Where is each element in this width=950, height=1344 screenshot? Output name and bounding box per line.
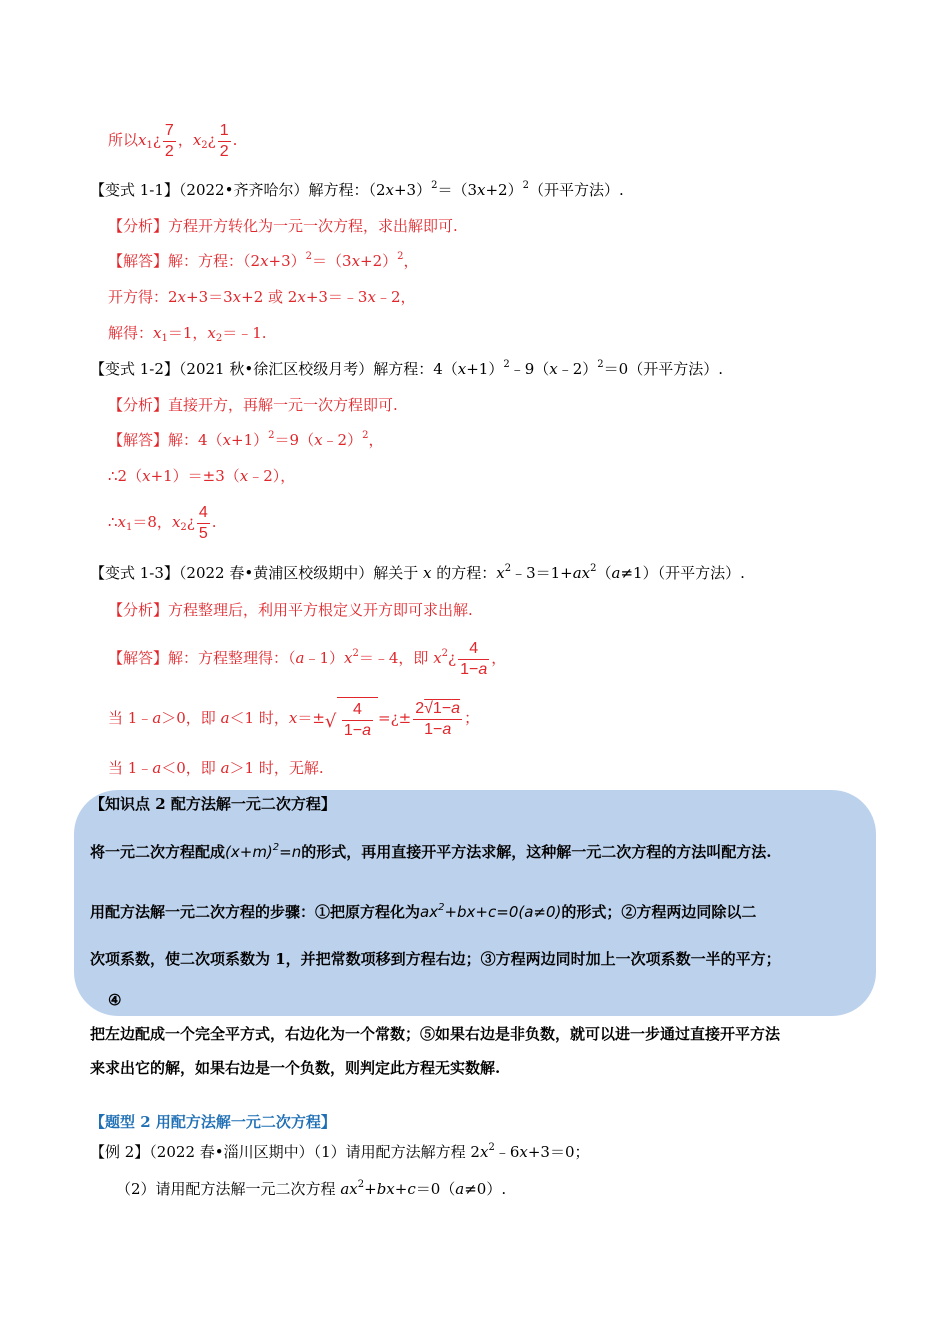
- text: 【例 2】（2022 春•淄川区期中）（1）请用配方法解方程 2: [90, 1143, 480, 1161]
- text: ，: [403, 252, 419, 270]
- var: x: [344, 649, 353, 667]
- denominator: 2: [219, 142, 229, 160]
- text: ≠0）.: [464, 1180, 507, 1198]
- text: +: [394, 1180, 408, 1198]
- var: x: [385, 181, 394, 199]
- var: x: [367, 288, 376, 306]
- denominator: [413, 720, 462, 740]
- var: x: [177, 288, 187, 306]
- text: ＝±: [297, 709, 325, 727]
- text: ，: [368, 431, 384, 449]
- analysis-1-2: [108, 395, 398, 415]
- text: 1−: [424, 720, 443, 738]
- denominator: 2: [164, 142, 174, 160]
- knowledge-point-para-1: [90, 842, 771, 862]
- knowledge-point-para-4: ④: [108, 991, 122, 1009]
- text: 方程整理后，利用平方根定义开方即可求出解.: [168, 601, 473, 619]
- example-2-part-1: [90, 1142, 589, 1162]
- text: 2: [415, 699, 425, 717]
- fraction: [218, 121, 231, 162]
- var: a: [362, 722, 372, 739]
- text: ﹣2，: [375, 288, 416, 306]
- text: ax: [420, 903, 439, 921]
- superscript: 2: [488, 1142, 495, 1153]
- text: ＞0，即: [161, 709, 221, 727]
- var: x: [138, 131, 147, 149]
- var: x: [479, 1143, 489, 1161]
- superscript: 2: [504, 563, 512, 574]
- subscript: 2: [201, 140, 208, 151]
- text: ＝﹣4，即: [358, 649, 434, 667]
- answer-1-2: [108, 430, 383, 450]
- text: +1）: [231, 431, 269, 449]
- text: ﹣3＝1+: [511, 564, 573, 582]
- analysis-tag: 【分析】: [108, 601, 169, 619]
- var: bx: [376, 1180, 395, 1198]
- text: 的形式，再用直接开平方法求解，这种解一元二次方程的方法叫配方法.: [301, 843, 772, 861]
- fraction: [163, 121, 176, 162]
- subscript: 2: [180, 522, 187, 533]
- text: 解：方程：（2: [168, 252, 261, 270]
- numerator: 7: [163, 121, 176, 142]
- text: ＝﹣1.: [222, 324, 267, 342]
- text: ＞1 时，无解.: [229, 759, 324, 777]
- fraction: [458, 639, 489, 680]
- text: 1−: [460, 660, 479, 678]
- text: 解：4（: [168, 431, 223, 449]
- text: 1−: [432, 699, 452, 717]
- var: x: [232, 288, 242, 306]
- var: x: [239, 467, 249, 485]
- text: 用配方法解一元二次方程的步骤：①把原方程化为: [90, 903, 421, 921]
- text: ﹣2），: [248, 467, 296, 485]
- subscript: 1: [146, 140, 153, 151]
- subscript: 1: [161, 333, 168, 344]
- text: ＝（3: [437, 181, 478, 199]
- var: x: [117, 513, 127, 531]
- subscript: 2: [215, 333, 223, 344]
- superscript: 2: [397, 251, 404, 262]
- text: ＜1 时，: [229, 709, 289, 727]
- var: x: [222, 431, 232, 449]
- question-type-2-title: 【题型 2 用配方法解一元二次方程】: [90, 1113, 336, 1131]
- text: ＝0（: [415, 1180, 456, 1198]
- text: ≠1）（开平方法）.: [620, 564, 745, 582]
- answer-tag: 【解答】: [108, 252, 169, 270]
- text: ＝8，: [132, 513, 172, 531]
- text: 【变式 1-1】（2022•齐齐哈尔）解方程：（2: [90, 181, 386, 199]
- superscript: 2: [441, 648, 449, 659]
- knowledge-point-para-2: [90, 902, 756, 922]
- glyph: ¿: [207, 131, 216, 149]
- radical-sign-icon: √: [324, 710, 337, 732]
- var: c: [407, 1180, 416, 1198]
- superscript: 2: [272, 842, 280, 853]
- solution-line-1: [108, 120, 237, 162]
- var: x: [496, 564, 505, 582]
- text: 将一元二次方程配成: [90, 843, 226, 861]
- example-2-part-2: [116, 1179, 506, 1199]
- numerator: 4: [458, 639, 489, 660]
- var: x: [207, 324, 216, 342]
- denominator: [342, 721, 373, 741]
- sqrt-term: √1−a: [424, 699, 461, 717]
- text: 【变式 1-2】（2021 秋•徐汇区校级月考）解方程：4（: [90, 360, 458, 378]
- text: ﹣6: [494, 1143, 520, 1161]
- numerator: 4: [197, 503, 210, 524]
- variant-1-3-problem: [90, 563, 745, 583]
- var: a: [442, 720, 452, 738]
- text: ＜0，即: [161, 759, 221, 777]
- variant-1-1-problem: [90, 180, 624, 200]
- text: （2）请用配方法解一元二次方程: [116, 1180, 341, 1198]
- superscript: 2: [503, 359, 510, 370]
- superscript: 2: [357, 1179, 365, 1190]
- var: x: [314, 431, 323, 449]
- var: a: [478, 660, 488, 678]
- text: ＝9（: [274, 431, 315, 449]
- text: 当 1﹣: [108, 709, 153, 727]
- text: (x+m): [225, 843, 273, 861]
- glyph: ¿: [186, 513, 195, 531]
- text: ；: [464, 709, 480, 727]
- variant-1-2-problem: [90, 359, 723, 379]
- text: ﹣2）: [557, 360, 598, 378]
- denominator: [458, 660, 489, 680]
- text: .: [232, 131, 238, 149]
- glyph: ¿: [448, 649, 457, 667]
- radicand: [337, 697, 378, 742]
- text: ，: [491, 649, 507, 667]
- text: （开平方法）.: [528, 181, 624, 199]
- analysis-1-1: [108, 216, 458, 236]
- answer-1-3-case-2: [108, 758, 324, 778]
- fraction: [413, 699, 462, 740]
- var: x: [297, 288, 306, 306]
- text: ＝1，: [167, 324, 208, 342]
- text: 的方程：: [431, 564, 497, 582]
- analysis-tag: 【分析】: [108, 217, 169, 235]
- var: ax: [340, 1180, 358, 1198]
- text: 当 1﹣: [108, 759, 153, 777]
- text: +2）: [485, 181, 523, 199]
- var: ax: [572, 564, 591, 582]
- text: ﹣9（: [509, 360, 550, 378]
- superscript: 2: [362, 430, 369, 441]
- text: +1）: [466, 360, 504, 378]
- square-root: [325, 697, 378, 742]
- text: 直接开方，再解一元一次方程即可.: [168, 396, 398, 414]
- text: ∴: [108, 513, 118, 531]
- text: +bx+c=0(a≠0): [444, 903, 562, 921]
- var: x: [457, 360, 467, 378]
- superscript: 2: [597, 359, 604, 370]
- text: ＝（3: [312, 252, 352, 270]
- var: x: [171, 513, 181, 531]
- answer-tag: 【解答】: [108, 649, 169, 667]
- text: +2）: [360, 252, 398, 270]
- numerator: 1: [218, 121, 231, 142]
- text: 的形式；②方程两边同除以二: [561, 903, 757, 921]
- knowledge-point-para-5: 把左边配成一个完全平方式，右边化为一个常数；⑤如果右边是非负数，就可以进一步通过直接开平方法: [90, 1025, 781, 1043]
- var: x: [192, 131, 202, 149]
- text: +3＝3: [186, 288, 233, 306]
- text: （: [596, 564, 612, 582]
- formula: [420, 903, 561, 921]
- text: ﹣2）: [322, 431, 363, 449]
- text: 方程开方转化为一元一次方程，求出解即可.: [168, 217, 458, 235]
- answer-1-1-result: [108, 323, 267, 343]
- superscript: 2: [590, 563, 597, 574]
- answer-1-3: [108, 637, 506, 680]
- analysis-tag: 【分析】: [108, 396, 169, 414]
- superscript: 2: [268, 430, 275, 441]
- text: ﹣1）: [304, 649, 345, 667]
- text: 解：方程整理得：（: [168, 649, 296, 667]
- answer-1-2-result: [108, 502, 217, 544]
- superscript: 2: [352, 648, 359, 659]
- knowledge-point-title: 【知识点 2 配方法解一元二次方程】: [90, 795, 336, 813]
- var: x: [477, 181, 486, 199]
- var: a: [455, 1180, 465, 1198]
- text: +: [364, 1180, 377, 1198]
- var: x: [153, 324, 162, 342]
- denominator: 5: [198, 524, 208, 542]
- text: 解得：: [108, 324, 154, 342]
- text: +2 或 2: [241, 288, 298, 306]
- var: a: [220, 709, 230, 727]
- text: +3＝0；: [527, 1143, 590, 1161]
- var: x: [288, 709, 298, 727]
- answer-tag: 【解答】: [108, 431, 169, 449]
- var: a: [220, 759, 230, 777]
- text: ∴2（: [108, 467, 143, 485]
- text: ＝0（开平方法）.: [603, 360, 723, 378]
- analysis-1-3: [108, 600, 473, 620]
- fraction: [342, 700, 373, 741]
- superscript: 2: [305, 251, 313, 262]
- var: a: [295, 649, 305, 667]
- text: 1−: [343, 722, 363, 739]
- numerator: 4: [342, 700, 373, 721]
- answer-1-1: [108, 251, 419, 271]
- var: x: [422, 564, 432, 582]
- text: +3＝﹣3: [305, 288, 368, 306]
- superscript: 2: [522, 180, 529, 191]
- text: =¿±: [378, 709, 412, 727]
- var: a: [152, 759, 162, 777]
- var: a: [611, 564, 621, 582]
- answer-1-2-step: [108, 466, 295, 486]
- var: x: [260, 252, 269, 270]
- text: +3）: [393, 181, 432, 199]
- subscript: 1: [126, 522, 133, 533]
- answer-1-3-case-1: [108, 696, 479, 742]
- var: x: [433, 649, 442, 667]
- var: x: [142, 467, 151, 485]
- formula: [225, 843, 301, 861]
- text: +1）＝±3（: [150, 467, 240, 485]
- text: 所以: [108, 131, 139, 149]
- text: ，: [177, 131, 193, 149]
- var: x: [549, 360, 558, 378]
- var: x: [351, 252, 361, 270]
- superscript: 2: [438, 902, 445, 913]
- text: .: [211, 513, 217, 531]
- text: 开方得：2: [108, 288, 178, 306]
- text: =n: [279, 843, 302, 861]
- var: a: [152, 709, 162, 727]
- fraction: [197, 503, 210, 544]
- numerator: [413, 699, 462, 720]
- superscript: 2: [431, 180, 438, 191]
- var: a: [451, 699, 461, 717]
- text: +3）: [268, 252, 306, 270]
- knowledge-point-para-6: 来求出它的解，如果右边是一个负数，则判定此方程无实数解.: [90, 1059, 501, 1077]
- glyph: ¿: [152, 131, 161, 149]
- text: 【变式 1-3】（2022 春•黄浦区校级期中）解关于: [90, 564, 423, 582]
- knowledge-point-para-3: 次项系数，使二次项系数为 1，并把常数项移到方程右边；③方程两边同时加上一次项系数一半的平方；: [90, 950, 781, 968]
- var: x: [519, 1143, 528, 1161]
- answer-1-1-step: [108, 287, 415, 307]
